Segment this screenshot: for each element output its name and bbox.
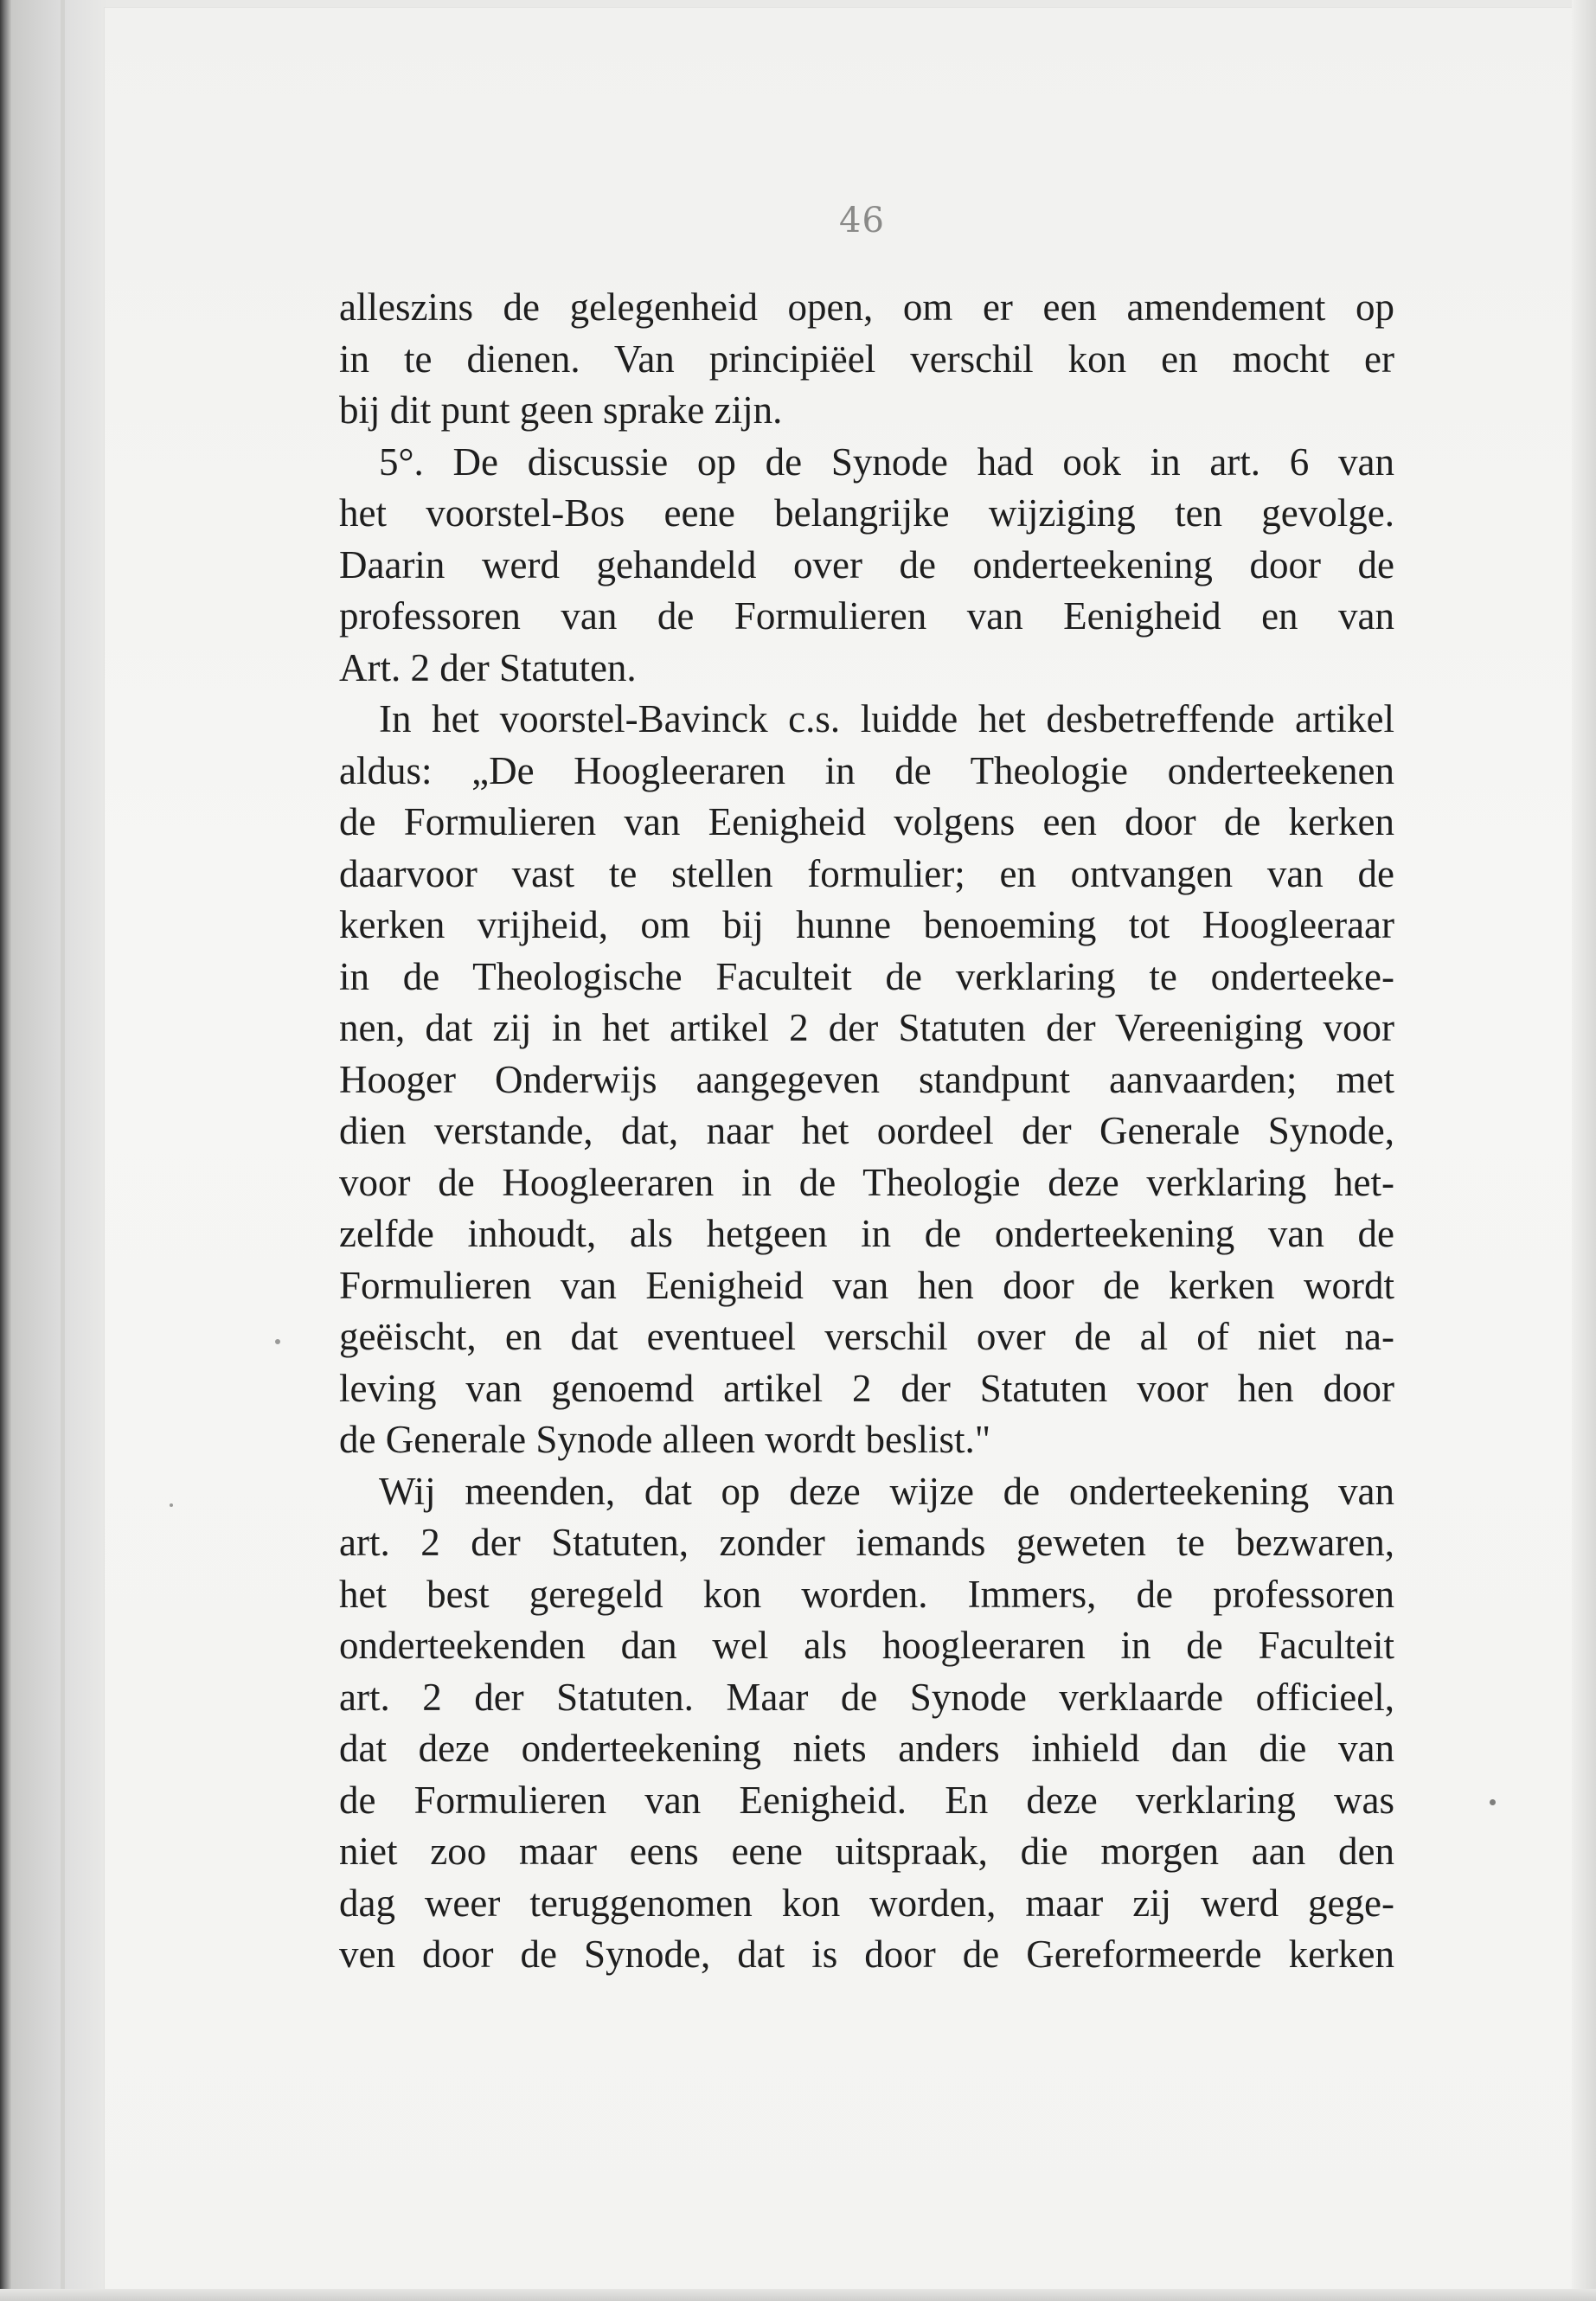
text-line: onderteekenden dan wel als hoogleeraren in de Faculteit: [339, 1624, 1394, 1667]
text-line: leving van genoemd artikel 2 der Statuten voor hen door: [339, 1366, 1394, 1410]
text-line: dat deze onderteekening niets anders inhield dan die van: [339, 1727, 1394, 1770]
text-line: zelfde inhoudt, als hetgeen in de onderteekening van de: [339, 1212, 1394, 1255]
text-line: dag weer teruggenomen kon worden, maar zij werd gege-: [339, 1881, 1394, 1925]
text-line: Hooger Onderwijs aangegeven standpunt aanvaarden; met: [339, 1057, 1394, 1101]
text-line: art. 2 der Statuten, zonder iemands geweten te bezwaren,: [339, 1521, 1394, 1564]
text-line: Formulieren van Eenigheid van hen door de kerken wordt: [339, 1263, 1394, 1307]
bottom-page-edge: [0, 2289, 1596, 2301]
text-line: 5°. De discussie op de Synode had ook in art. 6 van: [379, 439, 1394, 484]
text-line: Wij meenden, dat op deze wijze de onderteekening van: [379, 1469, 1394, 1513]
text-line: dien verstande, dat, naar het oordeel der Generale Synode,: [339, 1109, 1394, 1152]
text-line: het voorstel-Bos eene belangrijke wijziging ten gevolge.: [339, 491, 1394, 535]
text-line: in de Theologische Faculteit de verklaring te onderteeke-: [339, 954, 1394, 998]
text-line: nen, dat zij in het artikel 2 der Statuten der Vereeniging voor: [339, 1006, 1394, 1049]
text-line: Art. 2 der Statuten.: [339, 645, 637, 689]
text-line: de Formulieren van Eenigheid. En deze verklaring was: [339, 1778, 1394, 1822]
text-line: in te dienen. Van principiëel verschil kon en mocht er: [339, 336, 1394, 381]
book-binding-edge: [0, 0, 12, 2301]
text-line: geëischt, en dat eventueel verschil over de al of niet na-: [339, 1315, 1394, 1358]
text-line: de Generale Synode alleen wordt beslist.": [339, 1418, 991, 1461]
right-page-edge: [1572, 0, 1596, 2301]
text-line: de Formulieren van Eenigheid volgens een door de kerken: [339, 800, 1394, 843]
text-line: het best geregeld kon worden. Immers, de professoren: [339, 1572, 1394, 1616]
text-line: professoren van de Formulieren van Eenigheid en van: [339, 594, 1394, 638]
paper-speck: [170, 1503, 173, 1507]
page-number: 46: [839, 201, 885, 240]
text-line: niet zoo maar eens eene uitspraak, die morgen aan den: [339, 1830, 1394, 1873]
text-line: aldus: „De Hoogleeraren in de Theologie onderteekenen: [339, 748, 1394, 792]
text-line: alleszins de gelegenheid open, om er een amendement op: [339, 285, 1394, 329]
text-line: kerken vrijheid, om bij hunne benoeming tot Hoogleeraar: [339, 903, 1394, 946]
text-line: voor de Hoogleeraren in de Theologie deze verklaring het-: [339, 1160, 1394, 1204]
paper-speck: [1490, 1799, 1496, 1805]
body-text: [339, 282, 1394, 1981]
text-line: daarvoor vast te stellen formulier; en ontvangen van de: [339, 851, 1394, 895]
paper-speck: [275, 1339, 280, 1344]
page-fold-line: [61, 0, 65, 2301]
text-line: bij dit punt geen sprake zijn.: [339, 388, 783, 432]
text-line: ven door de Synode, dat is door de Gereformeerde kerken: [339, 1932, 1394, 1976]
text-line: Daarin werd gehandeld over de onderteekening door de: [339, 542, 1394, 586]
text-line: In het voorstel-Bavinck c.s. luidde het desbetreffende artikel: [379, 697, 1394, 740]
text-line: art. 2 der Statuten. Maar de Synode verklaarde officieel,: [339, 1675, 1394, 1719]
gutter-shadow: [12, 0, 107, 2301]
